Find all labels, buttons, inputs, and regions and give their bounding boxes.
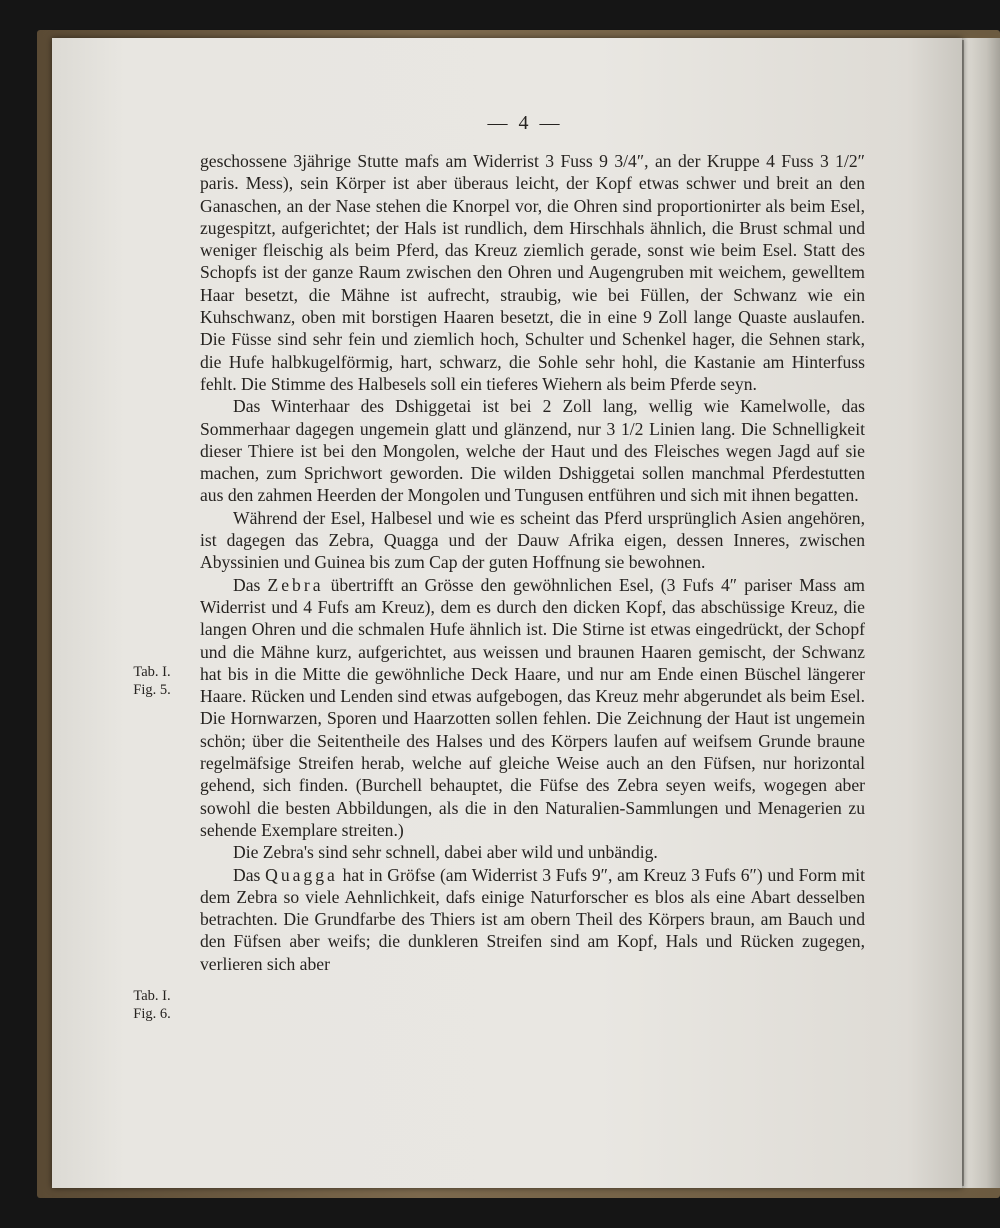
paragraph [200, 150, 865, 395]
text-run: Das Winterhaar des Dshiggetai ist bei 2 Zoll lang, wellig wie Kamelwolle, das Sommerhaar dagegen ungemein glatt und glänzend, nur 3 1/2 Linien lang. Die Schnelligkeit dieser Thiere ist bei den Mongolen, welche der Haut und des Fleisches wegen Jagd auf sie machen, zum Sprichwort geworden. Die wilden Dshiggetai sollen manchmal Pferdestutten aus den zahmen Heerden der Mongolen und Tungusen entführen und sich mit ihnen begatten. [200, 396, 865, 506]
margin-note-tab1-fig6 [117, 987, 187, 1023]
gutter-edge [962, 40, 964, 1186]
spaced-term: Zebra [267, 574, 324, 595]
text-run: Das [233, 864, 266, 885]
paragraph [200, 507, 865, 574]
margin-note-line: Fig. 6. [133, 1006, 171, 1022]
text-run: übertrifft an Grösse den gewöhnlichen Esel, (3 Fufs 4″ pariser Mass am Widerrist und 4 Fufs am Kreuz), dem es durch den dicken Kopf, das abschüssige Kreuz, die langen Ohren und die schmalen Hufe ähnlich ist. Die Stirne ist etwas eingedrückt, der Schopf und die Mähne kurz, aufgerichtet, aus weissen und braunen Haaren gemischt, der Schwanz hat bis in die Mitte die gewöhnliche Deck Haare, und nur am Ende einen Büschel längerer Haare. Rücken und Lenden sind etwas aufgebogen, das Kreuz mehr abgerundet als beim Esel. Die Hornwarzen, Sporen und Haarzotten sollen fehlen. Die Zeichnung der Haut ist ungemein schön; über die Seitentheile des Halses und des Körpers laufen auf weifsem Grunde braune regelmäfsige Streifen herab, welche auf gleiche Weise auch an den Füfsen, nur horizontal gehend, sich finden. (Burchell behauptet, die Füfse des Zebra seyen weifs, wogegen aber sowohl die besten Abbildungen, als die in den Naturalien-Sammlungen und Menagerien zu sehende Exemplare streiten.) [200, 574, 865, 840]
margin-note-line: Tab. I. [133, 988, 171, 1004]
paragraph [200, 841, 865, 863]
body-text [200, 150, 865, 975]
paragraph [200, 864, 865, 975]
margin-note-tab1-fig5 [117, 663, 187, 699]
paragraph [200, 395, 865, 506]
text-run: hat in Gröfse (am Widerrist 3 Fufs 9″, am Kreuz 3 Fufs 6″) und Form mit dem Zebra so viele Aehnlichkeit, dafs einige Naturforscher es blos als eine Abart desselben betrachten. Die Grundfarbe des Thiers ist am obern Theil des Körpers braun, am Bauch und den Füfsen aber weifs; die dunkleren Streifen sind am Kopf, Hals und Rücken zugegen, verlieren sich aber [200, 864, 865, 974]
spaced-term: Quagga [265, 864, 338, 885]
margin-note-line: Fig. 5. [133, 682, 171, 698]
page-number: — 4 — [487, 112, 563, 134]
text-run: Das [233, 574, 268, 595]
text-run: Die Zebra's sind sehr schnell, dabei aber wild und unbändig. [233, 842, 658, 863]
text-run: Während der Esel, Halbesel und wie es scheint das Pferd ursprünglich Asien angehören, ist dagegen das Zebra, Quagga und der Dauw Afrika eigen, dessen Inneres, zwischen Abyssinien und Guinea bis zum Cap der guten Hoffnung sie bewohnen. [200, 507, 865, 573]
margin-note-line: Tab. I. [133, 664, 171, 680]
paragraph [200, 574, 865, 842]
text-run: geschossene 3jährige Stutte mafs am Widerrist 3 Fuss 9 3/4″, an der Kruppe 4 Fuss 3 1/2″ paris. Mess), sein Körper ist aber überaus leicht, der Kopf etwas schwer und breit an den Ganaschen, an der Nase stehen die Knorpel vor, die Ohren sind proportionirter als beim Esel, zugespitzt, aufgerichtet; der Hals ist rundlich, dem Hirschhals ähnlich, die Brust schmal und weniger fleischig als beim Pferd, das Kreuz ziemlich gerade, sonst wie beim Esel. Statt des Schopfs ist der ganze Raum zwischen den Ohren und Augengruben mit weichem, gewelltem Haar besetzt, die Mähne ist aufrecht, straubig, wie bei Füllen, der Schwanz wie ein Kuhschwanz, oben mit borstigen Haaren besetzt, die in eine 9 Zoll lange Quaste auslaufen. Die Füsse sind sehr fein und ziemlich hoch, Schulter und Schenkel hager, die Sehnen stark, die Hufe halbkugelförmig, hart, schwarz, die Sohle sehr hohl, die Kastanie am Hinterfuss fehlt. Die Stimme des Halbesels soll ein tieferes Wiehern als beim Pferde seyn. [200, 151, 865, 394]
